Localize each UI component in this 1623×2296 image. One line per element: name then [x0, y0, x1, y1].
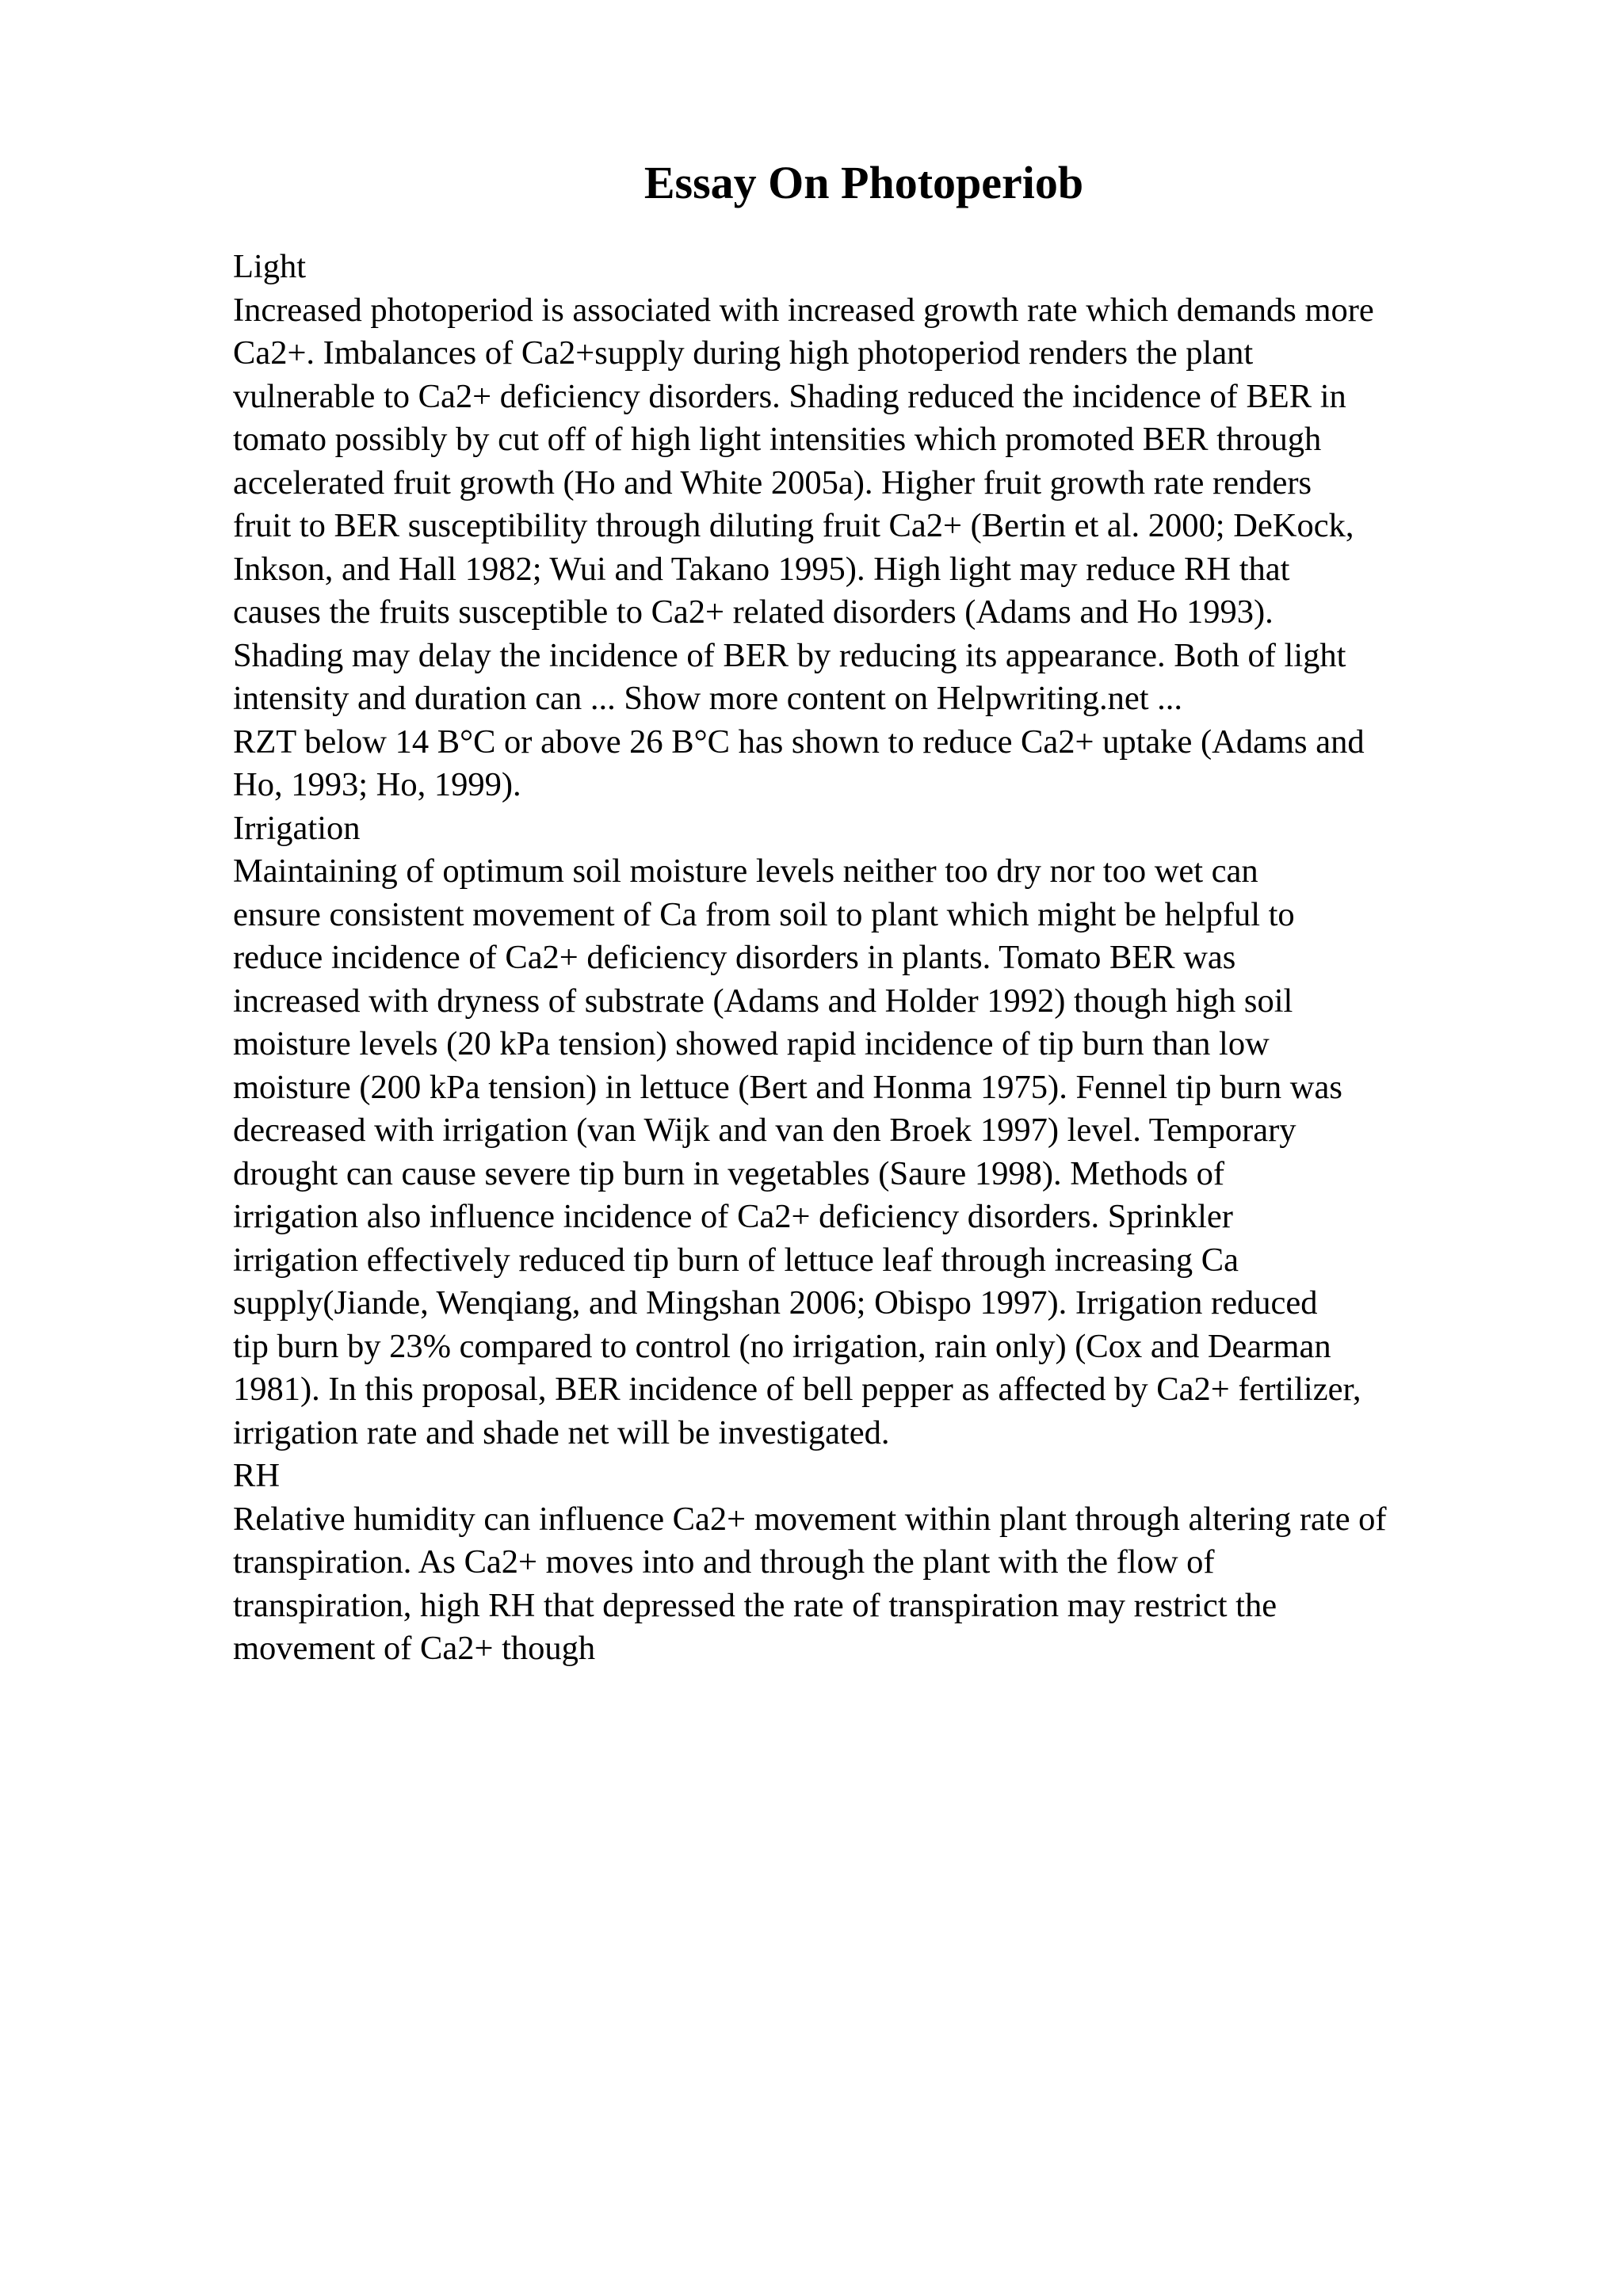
- text-line: irrigation also influence incidence of Ca2+ deficiency disorders. Sprinkler: [233, 1198, 1233, 1235]
- text-line: causes the fruits susceptible to Ca2+ related disorders (Adams and Ho 1993).: [233, 593, 1274, 631]
- text-line: reduce incidence of Ca2+ deficiency disorders in plants. Tomato BER was: [233, 939, 1236, 976]
- text-line: irrigation rate and shade net will be investigated.: [233, 1413, 890, 1451]
- text-line: transpiration, high RH that depressed the rate of transpiration may restrict the: [233, 1586, 1277, 1624]
- document-body: [233, 246, 1596, 1671]
- text-line: vulnerable to Ca2+ deficiency disorders. Shading reduced the incidence of BER in: [233, 377, 1346, 415]
- text-line: fruit to BER susceptibility through diluting fruit Ca2+ (Bertin et al. 2000; DeKock,: [233, 507, 1354, 544]
- text-line: transpiration. As Ca2+ moves into and through the plant with the flow of: [233, 1543, 1215, 1581]
- text-line: Increased photoperiod is associated with increased growth rate which demands more: [233, 291, 1374, 329]
- text-line: moisture (200 kPa tension) in lettuce (Bert and Honma 1975). Fennel tip burn was: [233, 1068, 1342, 1106]
- text-line: Shading may delay the incidence of BER by reducing its appearance. Both of light: [233, 636, 1346, 674]
- text-line: Maintaining of optimum soil moisture levels neither too dry nor too wet can: [233, 852, 1258, 890]
- text-line: tip burn by 23% compared to control (no irrigation, rain only) (Cox and Dearman: [233, 1327, 1331, 1365]
- text-line: tomato possibly by cut off of high light intensities which promoted BER through: [233, 421, 1322, 458]
- text-line: increased with dryness of substrate (Adams and Holder 1992) though high soil: [233, 982, 1293, 1020]
- text-line: Ho, 1993; Ho, 1999).: [233, 766, 521, 803]
- text-line: decreased with irrigation (van Wijk and van den Broek 1997) level. Temporary: [233, 1112, 1296, 1149]
- text-line: Ca2+. Imbalances of Ca2+supply during high photoperiod renders the plant: [233, 334, 1254, 372]
- text-line: drought can cause severe tip burn in vegetables (Saure 1998). Methods of: [233, 1154, 1225, 1192]
- text-line: Relative humidity can influence Ca2+ movement within plant through altering rate of: [233, 1500, 1387, 1538]
- text-line-show-more: intensity and duration can ... Show more content on Helpwriting.net ...: [233, 680, 1183, 717]
- text-line: supply(Jiande, Wenqiang, and Mingshan 2006; Obispo 1997). Irrigation reduced: [233, 1284, 1318, 1322]
- document-title: Essay On Photoperiob: [643, 157, 1084, 208]
- text-line: irrigation effectively reduced tip burn of lettuce leaf through increasing Ca: [233, 1241, 1239, 1279]
- section-heading-rh: RH: [233, 1457, 281, 1494]
- text-line: moisture levels (20 kPa tension) showed rapid incidence of tip burn than low: [233, 1025, 1270, 1062]
- section-heading-light: Light: [233, 248, 307, 285]
- text-line: 1981). In this proposal, BER incidence of bell pepper as affected by Ca2+ fertilizer,: [233, 1371, 1361, 1408]
- text-line: accelerated fruit growth (Ho and White 2005a). Higher fruit growth rate renders: [233, 463, 1312, 502]
- text-line: Inkson, and Hall 1982; Wui and Takano 1995). High light may reduce RH that: [233, 550, 1290, 588]
- text-line: RZT below 14 B°C or above 26 B°C has shown to reduce Ca2+ uptake (Adams and: [233, 723, 1365, 761]
- text-line: movement of Ca2+ though: [233, 1630, 596, 1667]
- section-heading-irrigation: Irrigation: [233, 809, 361, 847]
- text-line: ensure consistent movement of Ca from soil to plant which might be helpful to: [233, 895, 1295, 933]
